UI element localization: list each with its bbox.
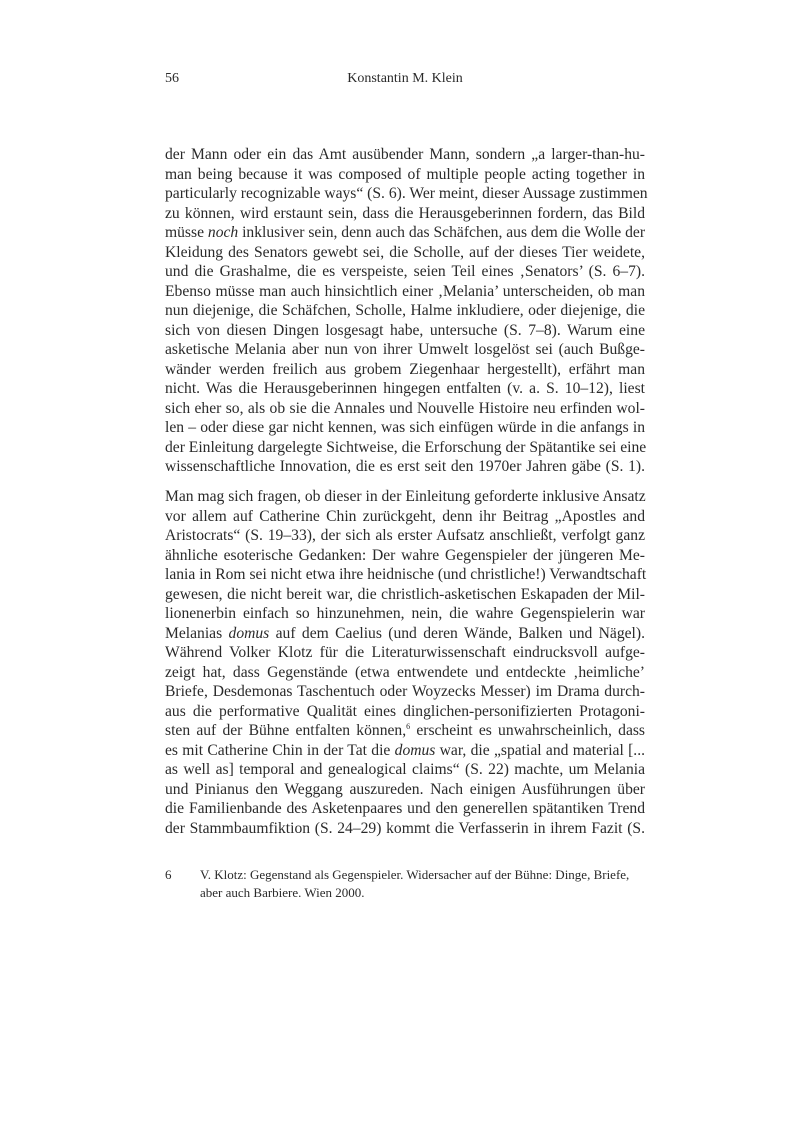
text-segment: die Familienbande des Asketenpaares und den generellen spätantiken Trend <box>165 800 645 817</box>
text-segment: Briefe, Desdemonas Taschentuch oder Woyzecks Messer) im Drama durch- <box>165 683 645 700</box>
text-segment: len – oder diese gar nicht kennen, was sich einfügen würde in die anfangs in <box>165 419 645 436</box>
text-line <box>165 663 645 683</box>
footnote-number: 6 <box>165 867 172 882</box>
text-segment: wissenschaftliche Innovation, die es erst seit den 1970er Jahren gäbe (S. 1). <box>165 458 645 475</box>
text-line <box>165 760 645 780</box>
text-segment: war, die „spatial and material [... <box>435 741 645 759</box>
text-line <box>165 282 645 302</box>
text-segment: Während Volker Klotz für die Literaturwissenschaft eindrucksvoll aufge- <box>165 644 645 661</box>
text-line <box>165 184 648 204</box>
text-line <box>165 799 645 819</box>
text-line <box>165 321 645 341</box>
text-segment: gewesen, die nicht bereit war, die christlich-asketischen Eskapaden der Mil- <box>165 585 645 603</box>
text-segment: lionenerbin einfach so hinzunehmen, nein, die wahre Gegenspielerin war <box>165 605 645 622</box>
text-line <box>165 262 645 282</box>
text-line <box>165 682 645 702</box>
text-segment: erscheint es unwahrscheinlich, dass <box>410 722 646 739</box>
text-segment: müsse <box>165 224 208 241</box>
text-line <box>165 360 645 380</box>
text-segment: sich eher so, als ob sie die Annales und Nouvelle Histoire neu erfinden wol- <box>165 399 645 417</box>
text-line <box>165 819 645 839</box>
text-line <box>165 487 645 507</box>
text-line <box>165 741 645 761</box>
text-segment: as well as] temporal and genealogical claims“ (S. 22) machte, um Melania <box>165 761 645 778</box>
text-line <box>165 438 645 458</box>
footnote <box>165 866 645 902</box>
page-number: 56 <box>165 71 179 86</box>
text-line <box>165 243 645 263</box>
text-line <box>165 604 645 624</box>
text-segment: Melanias <box>165 624 229 642</box>
text-segment: aus die performative Qualität eines dinglichen-personifizierten Protagoni- <box>165 702 645 720</box>
text-line <box>165 165 645 185</box>
text-line <box>165 457 645 477</box>
text-line <box>165 624 645 644</box>
italic-term: noch <box>207 224 239 241</box>
text-line <box>165 526 645 546</box>
text-line <box>165 565 645 585</box>
text-segment: und Pinianus den Weggang auszureden. Nach einigen Ausführungen über <box>165 780 645 798</box>
body-paragraph-1 <box>165 145 648 477</box>
text-segment: der Einleitung dargelegte Sichtweise, die Erforschung der Spätantike sei eine <box>165 438 647 456</box>
text-line <box>165 145 645 165</box>
text-line <box>165 223 645 243</box>
text-segment: sten auf der Bühne entfalten können, <box>165 722 407 739</box>
text-segment: zu können, wird erstaunt sein, dass die Herausgeberinnen fordern, das Bild <box>165 204 645 222</box>
text-segment: wänder werden freilich aus grobem Ziegenhaar hergestellt), erfährt man <box>165 360 645 378</box>
italic-term: domus <box>228 624 270 642</box>
text-line <box>165 702 645 722</box>
footnote-reference: 6 <box>406 722 411 731</box>
text-line <box>165 507 645 527</box>
text-line <box>165 585 645 605</box>
text-segment: particularly recognizable ways“ (S. 6). Wer meint, dieser Aussage zustimmen <box>165 185 648 202</box>
text-segment: Man mag sich fragen, ob dieser in der Einleitung geforderte inklusive Ansatz <box>165 488 646 505</box>
text-line <box>165 379 645 399</box>
text-segment: Ebenso müsse man auch hinsichtlich einer ‚Melania’ unterscheiden, ob man <box>165 282 645 300</box>
text-line <box>165 204 645 224</box>
text-segment: man being because it was composed of multiple people acting together in <box>165 165 645 183</box>
text-line <box>165 340 645 360</box>
text-segment: es mit Catherine Chin in der Tat die <box>165 741 395 759</box>
text-segment: sich von diesen Dingen losgesagt habe, untersuche (S. 7–8). Warum eine <box>165 321 645 339</box>
text-segment: nun diejenige, die Schäfchen, Scholle, Halme inkludiere, oder diejenige, die <box>165 302 645 319</box>
text-segment: vor allem auf Catherine Chin zurückgeht, denn ihr Beitrag „Apostles and <box>165 507 645 525</box>
text-line <box>165 546 645 566</box>
text-segment: ähnliche esoterische Gedanken: Der wahre Gegenspieler der jüngeren Me- <box>165 546 645 564</box>
text-line <box>165 643 645 663</box>
body-paragraph-2 <box>165 487 645 838</box>
text-line <box>165 418 645 438</box>
text-line <box>165 721 645 741</box>
text-segment: der Mann oder ein das Amt ausübender Mann, sondern „a larger-than-hu- <box>165 146 645 163</box>
text-segment: zeigt hat, dass Gegenstände (etwa entwendete und entdeckte ‚heimliche’ <box>165 663 645 681</box>
text-segment: asketische Melania aber nun von ihrer Umwelt losgelöst sei (auch Bußge- <box>165 341 645 358</box>
footnote-text: V. Klotz: Gegenstand als Gegenspieler. Widersacher auf der Bühne: Dinge, Briefe, aber auch Barbiere. Wien 2000. <box>200 867 630 900</box>
italic-term: domus <box>394 741 436 759</box>
text-segment: und die Grashalme, die es verspeiste, seien Teil eines ‚Senators’ (S. 6–7). <box>165 263 645 280</box>
text-segment: auf dem Caelius (und deren Wände, Balken und Nägel). <box>269 624 645 642</box>
text-segment: nicht. Was die Herausgeberinnen hingegen entfalten (v. a. S. 10–12), liest <box>165 380 645 397</box>
text-segment: Aristocrats“ (S. 19–33), der sich als erster Aufsatz anschließt, verfolgt ganz <box>165 527 645 544</box>
text-segment: der Stammbaumfiktion (S. 24–29) kommt die Verfasserin in ihrem Fazit (S. <box>165 819 645 837</box>
running-header-author: Konstantin M. Klein <box>347 71 463 86</box>
text-segment: lania in Rom sei nicht etwa ihre heidnische (und christliche!) Verwandtschaft <box>165 566 647 583</box>
text-line <box>165 780 645 800</box>
text-segment: inklusiver sein, denn auch das Schäfchen, aus dem die Wolle der <box>238 224 646 241</box>
text-segment: Kleidung des Senators gewebt sei, die Scholle, auf der dieses Tier weidete, <box>165 243 645 261</box>
text-line <box>165 399 645 419</box>
text-line <box>165 301 645 321</box>
